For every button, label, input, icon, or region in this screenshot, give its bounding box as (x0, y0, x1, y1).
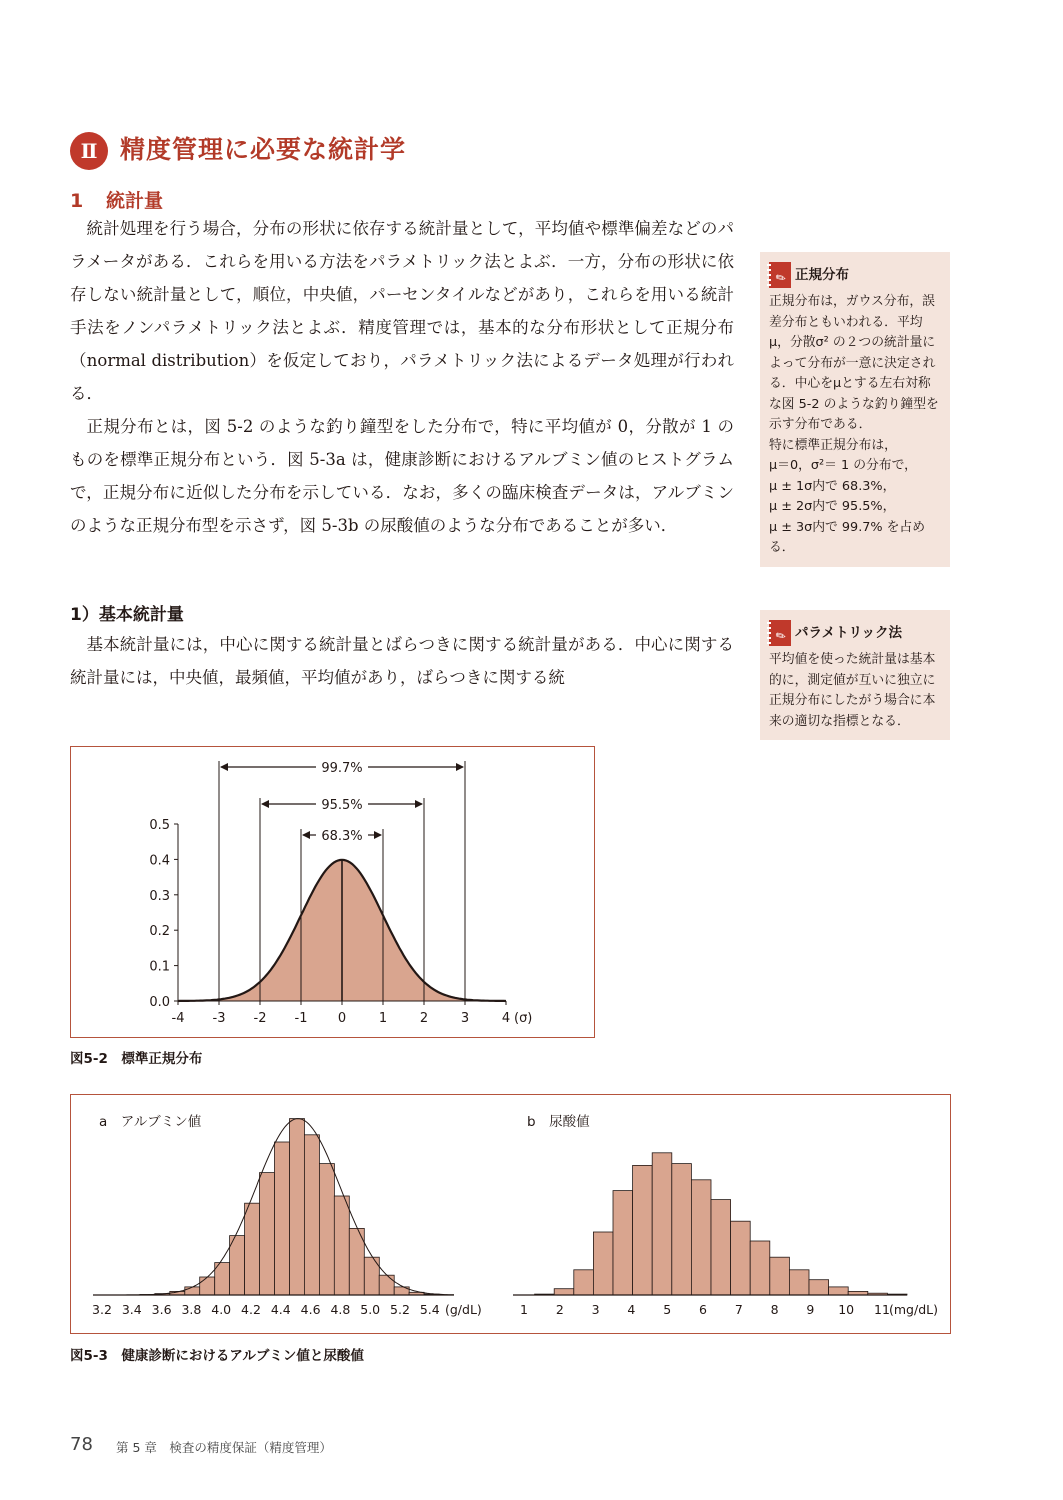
section-number-badge: Ⅱ (70, 132, 108, 170)
figure-5-3-chart (71, 1095, 950, 1333)
x-tick-label: 3.4 (121, 1302, 142, 1317)
x-tick-label: 5.4 (419, 1302, 440, 1317)
histogram-bar (245, 1203, 260, 1295)
histogram-bar (809, 1280, 829, 1295)
histogram-bar (711, 1200, 731, 1295)
x-tick-label: 2 (555, 1302, 564, 1317)
x-tick-label: 3 (460, 1011, 470, 1026)
note-parametric-method (760, 610, 950, 740)
paragraph-2: 正規分布とは，図 5-2 のような釣り鐘型をした分布で，特に平均値が 0，分散が 1 のものを標準正規分布という．図 5-3a は，健康診断におけるアルブミン値のヒストグラムで，正規分布に近似した分布を示している．なお，多くの臨床検査データは，アルブミンのような正規分布型を示さず，図 5-3b の尿酸値のような分布であることが多い． (70, 417, 734, 535)
x-tick-label: 4 (501, 1011, 511, 1026)
x-tick-label: 3.6 (151, 1302, 172, 1317)
range-arrowhead (261, 800, 269, 808)
range-arrowhead (302, 831, 310, 839)
x-tick-label: 6 (699, 1302, 707, 1317)
subheading-basic-statistics: 1）基本統計量 (70, 605, 184, 625)
note-line: μ ± 1σ内で 68.3%， (769, 478, 896, 494)
notebook-icon: ✎ (769, 620, 791, 646)
histogram-bar (829, 1287, 849, 1295)
note-title: 正規分布 (795, 266, 849, 283)
x-tick-label: 1 (520, 1302, 528, 1317)
x-tick-label: 5 (663, 1302, 672, 1317)
note-normal-distribution (760, 252, 950, 567)
running-footer: 第 5 章 検査の精度保証（精度管理） (116, 1440, 332, 1455)
body-text-2 (70, 628, 734, 694)
range-label: 68.3% (321, 829, 363, 844)
note-line: 平均値を使った統計量は基本的に，測定値が互いに独立に正規分布にしたがう場合に本来の適切な指標となる． (769, 652, 936, 729)
x-tick-label: 3 (591, 1302, 600, 1317)
y-tick-label: 0.3 (149, 888, 170, 904)
histogram-bar (770, 1257, 790, 1295)
histogram-bar (230, 1236, 245, 1295)
note-line: μ ± 3σ内で 99.7% を占める． (769, 519, 926, 555)
figure-5-2-chart (71, 747, 594, 1037)
y-tick-label: 0.5 (149, 818, 170, 833)
x-tick-label: 4.6 (300, 1302, 321, 1317)
note-line: 正規分布は，ガウス分布，誤差分布ともいわれる．平均μ，分散σ² の２つの統計量によって分布が一意に決定される．中心をμとする左右対称な図 5-2 のような釣り鐘型を示す分布である． (769, 294, 939, 432)
paragraph-1: 統計処理を行う場合，分布の形状に依存する統計量として，平均値や標準偏差などのパラメータがある．これらを用いる方法をパラメトリック法とよぶ．一方，分布の形状に依存しない統計量として，順位，中央値，パーセンタイルなどがあり，これらを用いる統計手法をノンパラメトリック法とよぶ．精度管理では，基本的な分布形状として正規分布（normal distribution）を仮定しており，パラメトリック法によるデータ処理が行われる． (70, 219, 734, 403)
range-arrowhead (415, 800, 423, 808)
range-label: 95.5% (321, 798, 363, 813)
x-axis-unit: (σ) (514, 1011, 533, 1026)
x-tick-label: 4 (627, 1302, 636, 1317)
x-tick-label: -4 (171, 1011, 185, 1026)
histogram-bar (691, 1180, 711, 1295)
histogram-bar (633, 1165, 653, 1295)
y-tick-label: 0.0 (149, 995, 170, 1010)
x-tick-label: 10 (838, 1302, 855, 1317)
histogram-bar (750, 1241, 770, 1295)
x-tick-label: 8 (770, 1302, 779, 1317)
x-tick-label: 0 (337, 1011, 347, 1026)
histogram-bar (652, 1153, 672, 1295)
histogram-bar (185, 1287, 200, 1295)
histogram-bar (593, 1232, 613, 1295)
x-tick-label: 3.2 (92, 1302, 112, 1317)
x-axis-unit: (g/dL) (445, 1302, 482, 1317)
histogram-bar (731, 1221, 751, 1295)
x-tick-label: 2 (419, 1011, 429, 1026)
x-tick-label: 4.2 (241, 1302, 261, 1317)
y-tick-label: 0.4 (149, 853, 170, 869)
histogram-bar (574, 1270, 594, 1295)
histogram-bar (319, 1164, 334, 1295)
range-label: 99.7% (321, 761, 363, 776)
x-tick-label: 5.2 (390, 1302, 410, 1317)
histogram-bar (672, 1164, 692, 1295)
histogram-bar (304, 1135, 319, 1295)
x-axis-unit: (mg/dL) (889, 1302, 938, 1317)
x-tick-label: -1 (294, 1011, 308, 1026)
note-title: パラメトリック法 (795, 624, 903, 641)
range-arrowhead (374, 831, 382, 839)
figure-5-2-frame (70, 746, 595, 1038)
histogram-title: b 尿酸値 (527, 1114, 590, 1130)
page-number: 78 (70, 1434, 93, 1455)
paragraph-3: 基本統計量には，中心に関する統計量とばらつきに関する統計量がある．中心に関する統計量には，中央値，最頻値，平均値があり，ばらつきに関する統 (70, 635, 734, 687)
range-arrowhead (456, 763, 464, 771)
x-tick-label: 11 (874, 1302, 890, 1317)
section-title: 精度管理に必要な統計学 (120, 135, 407, 164)
figure-5-2-caption: 図5-2 標準正規分布 (70, 1051, 203, 1067)
x-tick-label: 4.4 (270, 1302, 291, 1317)
x-tick-label: 7 (734, 1302, 743, 1317)
note-line: 特に標準正規分布は， (769, 437, 897, 453)
x-tick-label: -3 (212, 1011, 226, 1026)
histogram-bar (613, 1191, 633, 1295)
histogram-bar (260, 1173, 275, 1295)
figure-5-3-caption: 図5-3 健康診断におけるアルブミン値と尿酸値 (70, 1348, 364, 1364)
subsection-label: 統計量 (106, 190, 164, 212)
histogram-bar (379, 1275, 394, 1295)
x-tick-label: 4.0 (211, 1302, 232, 1317)
subsection-number: 1 (70, 190, 84, 212)
x-tick-label: 4.8 (330, 1302, 351, 1317)
x-tick-label: 5.0 (360, 1302, 381, 1317)
x-tick-label: 1 (378, 1011, 388, 1026)
histogram-bar (554, 1289, 574, 1295)
y-tick-label: 0.2 (149, 924, 170, 940)
histogram-bar (275, 1142, 290, 1295)
figure-5-3-frame (70, 1094, 951, 1334)
note-line: μ ± 2σ内で 95.5%， (769, 499, 896, 514)
x-tick-label: 3.8 (181, 1302, 202, 1317)
y-tick-label: 0.1 (149, 959, 170, 975)
histogram-bar (789, 1270, 809, 1295)
histogram-bar (334, 1196, 349, 1295)
x-tick-label: 9 (806, 1302, 815, 1317)
range-arrowhead (220, 763, 228, 771)
body-text (70, 212, 734, 542)
notebook-icon: ✎ (769, 262, 791, 288)
histogram-title: a アルブミン値 (99, 1114, 202, 1130)
histogram-bar (200, 1277, 215, 1295)
subsection-title (70, 186, 163, 213)
note-line: μ＝0，σ²＝ 1 の分布で， (769, 458, 917, 473)
x-tick-label: -2 (253, 1011, 267, 1026)
histogram-bar (290, 1119, 305, 1295)
